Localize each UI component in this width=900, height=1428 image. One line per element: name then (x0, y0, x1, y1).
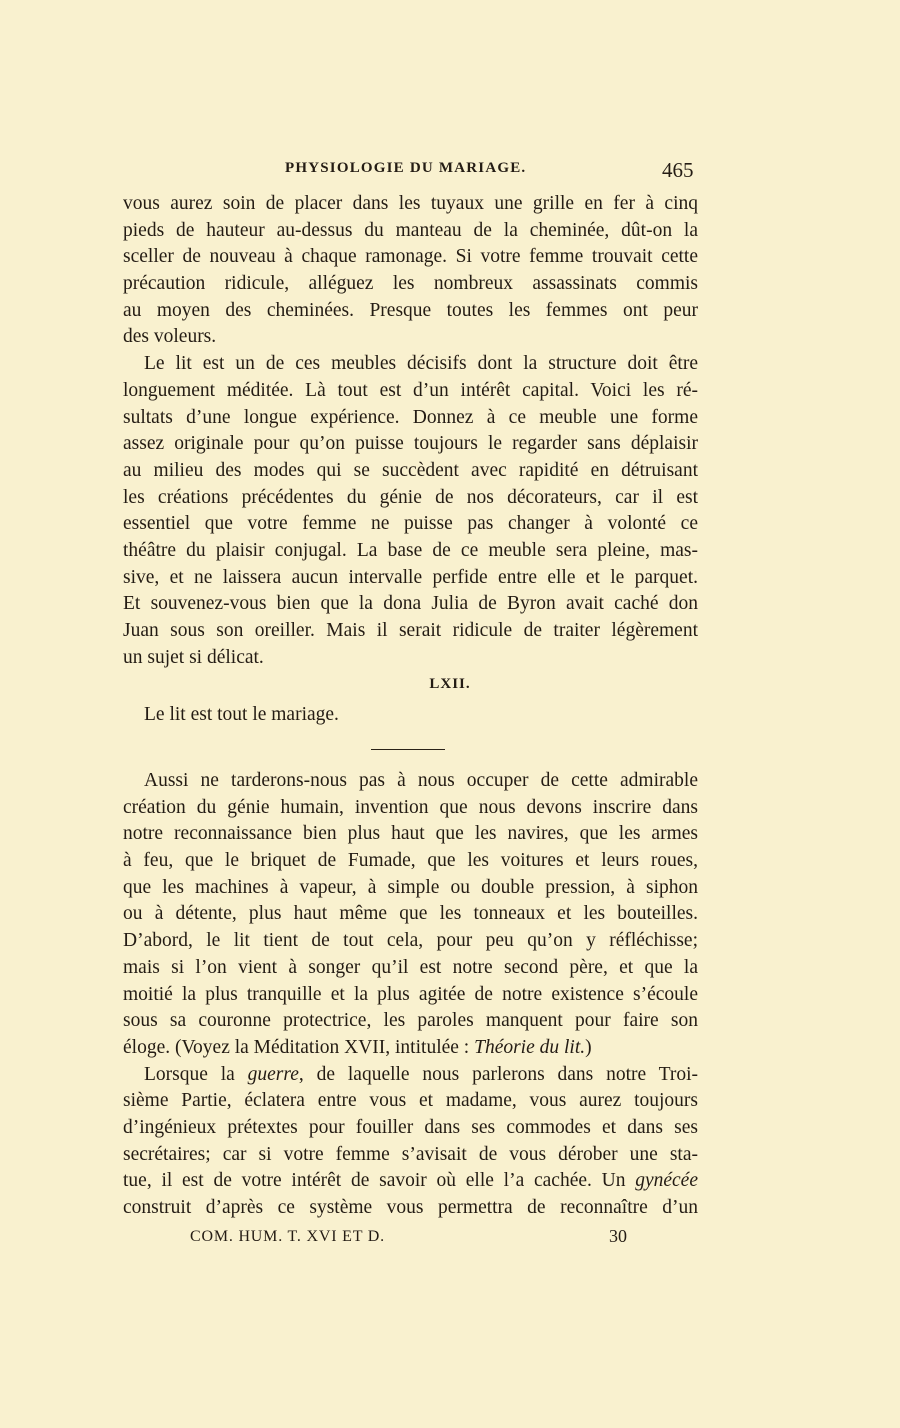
text-line: mais si l’on vient à songer qu’il est notre second père, et que la (123, 956, 698, 978)
text-line: Le lit est un de ces meubles décisifs dont la structure doit être (144, 353, 698, 375)
maxim-number: LXII. (429, 676, 471, 692)
text-block-1 (123, 191, 698, 671)
text-line: moitié la plus tranquille et la plus agitée de notre existence s’écoule (123, 983, 698, 1005)
text-line: assez originale pour qu’on puisse toujours le regarder sans déplaisir (123, 433, 698, 455)
text-line: longuement méditée. Là tout est d’un intérêt capital. Voici les ré- (123, 379, 698, 401)
italic-term: guerre (247, 1063, 299, 1085)
text-line: sive, et ne laissera aucun intervalle perfide entre elle et le parquet. (123, 566, 698, 588)
text-line: sous sa couronne protectrice, les paroles manquent pour faire son (123, 1010, 698, 1032)
text-line: sultats d’une longue expérience. Donnez à ce meuble une forme (123, 406, 698, 428)
text-line: un sujet si délicat. (123, 646, 264, 668)
section-divider (371, 749, 445, 750)
paragraph (123, 191, 698, 351)
text-line: pieds de hauteur au-dessus du manteau de la cheminée, dût-on la (123, 219, 698, 241)
text-line: les créations précédentes du génie de nos décorateurs, car il est (123, 486, 698, 508)
signature-number: 30 (609, 1226, 627, 1246)
maxim-text: Le lit est tout le mariage. (144, 704, 339, 725)
text-line: Aussi ne tarderons-nous pas à nous occuper de cette admirable (144, 770, 698, 791)
text-line: Et souvenez-vous bien que la dona Julia de Byron avait caché don (123, 593, 698, 615)
text-line: au milieu des modes qui se succèdent avec rapidité en détruisant (123, 459, 698, 481)
text-line: tue, il est de votre intérêt de savoir où elle l’a cachée. Un gynécée (123, 1170, 698, 1192)
text-line: essentiel que votre femme ne puisse pas changer à volonté ce (123, 513, 698, 535)
text-line: sième Partie, éclatera entre vous et madame, vous aurez toujours (123, 1090, 698, 1112)
text-line: que les machines à vapeur, à simple ou double pression, à siphon (123, 876, 698, 898)
text-line: précaution ridicule, alléguez les nombreux assassinats commis (123, 273, 698, 295)
text-line: au moyen des cheminées. Presque toutes les femmes ont peur (123, 299, 698, 321)
text-line: Juan sous son oreiller. Mais il serait ridicule de traiter légèrement (123, 620, 698, 641)
text-line: d’ingénieux prétextes pour fouiller dans ses commodes et dans ses (123, 1116, 698, 1138)
paragraph (123, 768, 698, 1062)
paragraph (123, 1062, 698, 1222)
text-line: éloge. (Voyez la Méditation XVII, intitulée : Théorie du lit.) (123, 1036, 592, 1058)
italic-term: Théorie du lit. (474, 1036, 586, 1058)
text-line: notre reconnaissance bien plus haut que les navires, que les armes (123, 823, 698, 845)
text-line: construit d’après ce système vous permettra de reconnaître d’un (123, 1197, 698, 1218)
text-line: Lorsque la guerre, de laquelle nous parlerons dans notre Troi- (144, 1063, 698, 1085)
text-line: ou à détente, plus haut même que les tonneaux et les bouteilles. (123, 903, 698, 925)
text-line: vous aurez soin de placer dans les tuyaux une grille en fer à cinq (123, 193, 698, 214)
italic-term: gynécée (635, 1170, 698, 1192)
text-line: à feu, que le briquet de Fumade, que les voitures et leurs roues, (123, 850, 698, 872)
text-block-2 (123, 768, 698, 1222)
text-line: théâtre du plaisir conjugal. La base de ce meuble sera pleine, mas- (123, 539, 698, 561)
paragraph (123, 351, 698, 671)
text-line: D’abord, le lit tient de tout cela, pour peu qu’on y réfléchisse; (123, 930, 698, 952)
signature-text: COM. HUM. T. XVI ET D. (190, 1228, 385, 1245)
text-line: sceller de nouveau à chaque ramonage. Si votre femme trouvait cette (123, 246, 698, 268)
text-line: des voleurs. (123, 326, 217, 348)
page-number: 465 (662, 158, 694, 182)
text-line: secrétaires; car si votre femme s’avisait de vous dérober une sta- (123, 1143, 698, 1165)
text-line: création du génie humain, invention que nous devons inscrire dans (123, 796, 698, 818)
running-title: PHYSIOLOGIE DU MARIAGE. (285, 160, 527, 176)
